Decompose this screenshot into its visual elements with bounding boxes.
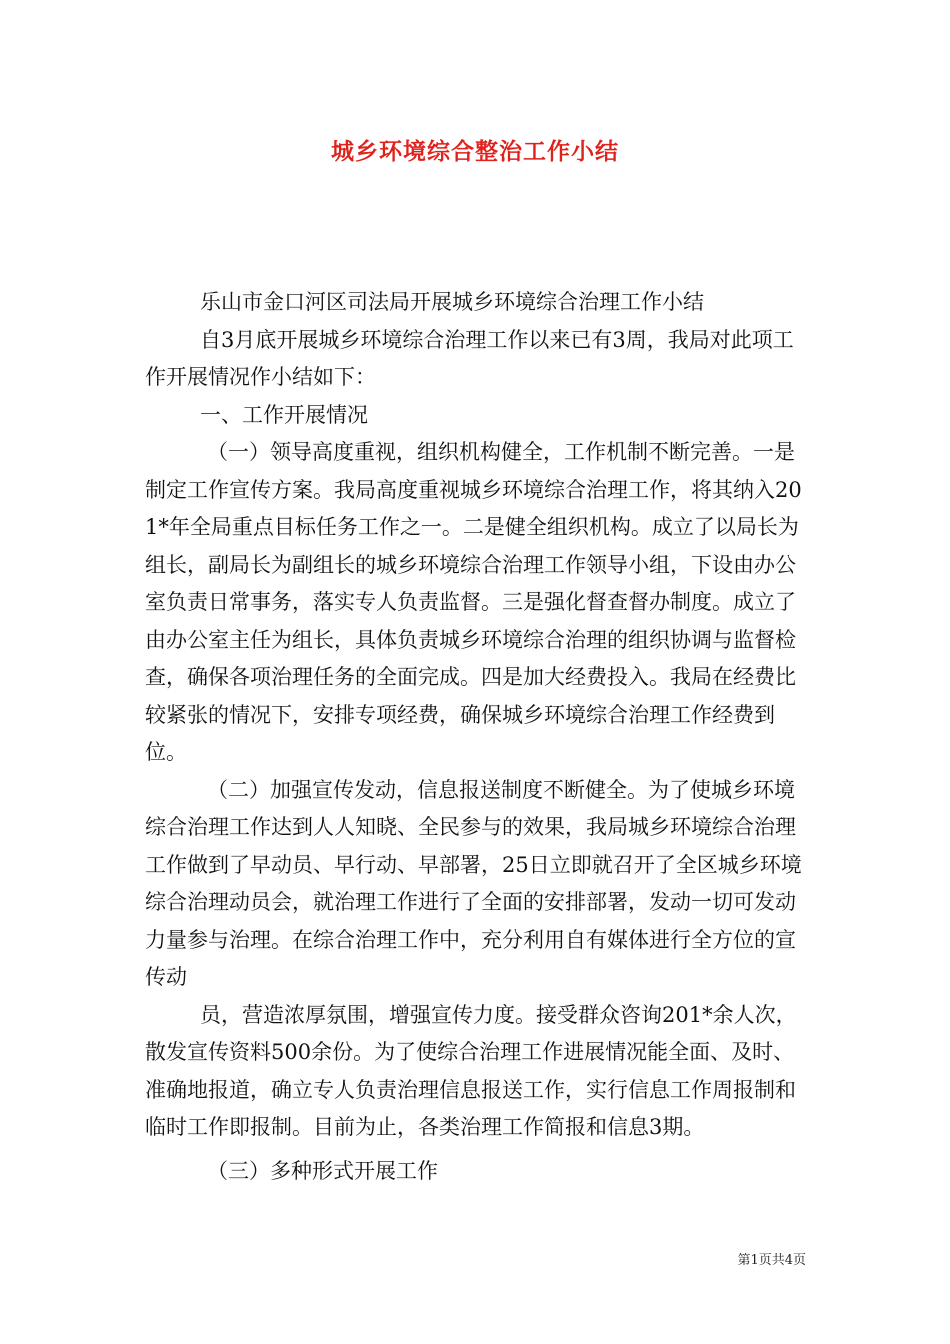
document-title: 城乡环境综合整治工作小结 — [331, 138, 619, 165]
paragraph-part-1: （一）领导高度重视，组织机构健全，工作机制不断完善。一是制定工作宣传方案。我局高度重视城乡环境综合治理工作，将其纳入201*年全局重点目标任务工作之一。二是健全组织机构。成立了以局长为组长，副局长为副组长的城乡环境综合治理工作领导小组，下设由办公室负责日常事务，落实专人负责监督。三是强化督查督办制度。成立了由办公室主任为组长，具体负责城乡环境综合治理的组织协调与监督检查，确保各项治理任务的全面完成。四是加大经费投入。我局在经费比较紧张的情况下，安排专项经费，确保城乡环境综合治理工作经费到位。 — [145, 440, 802, 764]
section-heading-1: 一、工作开展情况 — [200, 402, 368, 427]
paragraph-part-3-heading: （三）多种形式开展工作 — [207, 1158, 438, 1183]
document-subtitle: 乐山市金口河区司法局开展城乡环境综合治理工作小结 — [200, 290, 704, 314]
paragraph-intro: 自3月底开展城乡环境综合治理工作以来已有3周，我局对此项工作开展情况作小结如下： — [145, 327, 794, 389]
paragraph-part-2: （二）加强宣传发动，信息报送制度不断健全。为了使城乡环境综合治理工作达到人人知晓、全民参与的效果，我局城乡环境综合治理工作做到了早动员、早行动、早部署，25日立即就召开了全区城乡环境综合治理动员会，就治理工作进行了全面的安排部署，发动一切可发动力量参与治理。在综合治理工作中，充分利用自有媒体进行全方位的宣传动 — [145, 777, 802, 989]
page-number: 第1页共4页 — [737, 1253, 806, 1268]
document-body — [145, 284, 810, 1190]
paragraph-part-2-continued: 员，营造浓厚氛围，增强宣传力度。接受群众咨询201*余人次，散发宣传资料500余份。为了使综合治理工作进展情况能全面、及时、准确地报道，确立专人负责治理信息报送工作，实行信息工作周报制和临时工作即报制。目前为止，各类治理工作简报和信息3期。 — [145, 1002, 797, 1139]
